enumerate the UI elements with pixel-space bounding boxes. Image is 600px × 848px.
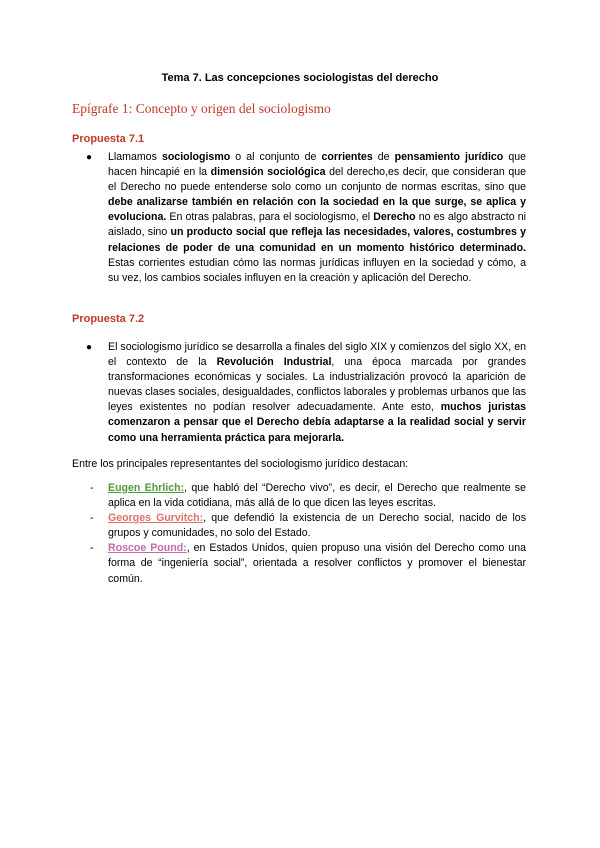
link-roscoe-pound[interactable]: Roscoe Pound: — [108, 542, 187, 555]
propuesta-7-2-bullet — [86, 340, 526, 446]
document-title: Tema 7. Las concepciones sociologistas del derecho — [161, 72, 439, 84]
propuesta-7-2-heading: Propuesta 7.2 — [72, 313, 145, 325]
list-item-text: , que habló del “Derecho vivo”, es decir, el Derecho que realmente se aplica en la vida cotidiana, más allá de lo que dicen las leyes escritas. — [108, 482, 526, 510]
list-item — [90, 481, 526, 511]
list-item-text: , en Estados Unidos, quien propuso una visión del Derecho como una forma de “ingeniería social”, orientada a resolver conflictos y promover el bienestar común. — [108, 542, 526, 585]
propuesta-7-2-text: El sociologismo jurídico se desarrolla a finales del siglo XIX y comienzos del siglo XX, en el contexto de la Revolución Industrial, una época marcada por grandes transformaciones económicas y sociales. La industrialización provocó la aparición de nuevas clases sociales, desigualdades, conflictos laborales y problemas urbanos que las leyes existentes no podían resolver adecuadamente. Ante esto, muchos juristas comenzaron a pensar que el Derecho debía adaptarse a la realidad social y servir como una herramienta práctica para mejorarla. — [108, 341, 526, 444]
propuesta-7-1-text: Llamamos sociologismo o al conjunto de corrientes de pensamiento jurídico que hacen hincapié en la dimensión sociológica del derecho,es decir, que consideran que el Derecho no puede entenderse solo como un conjunto de normas escritas, sino que debe analizarse también en relación con la sociedad en la que surge, se aplica y evoluciona. En otras palabras, para el sociologismo, el Derecho no es algo abstracto ni aislado, sino un producto social que refleja las necesidades, valores, costumbres y relaciones de poder de una comunidad en un momento histórico determinado. Estas corrientes estudian cómo las normas jurídicas influyen en la sociedad y cómo, a su vez, los cambios sociales influyen en la creación y aplicación del Derecho. — [108, 151, 527, 284]
representantes-intro: Entre los principales representantes del sociologismo jurídico destacan: — [72, 458, 409, 470]
representantes-list — [90, 481, 526, 587]
propuesta-7-1-heading: Propuesta 7.1 — [72, 133, 145, 145]
bullet-icon: ● — [86, 152, 93, 163]
propuesta-7-1-bullet — [86, 150, 527, 286]
section-heading: Epígrafe 1: Concepto y origen del sociologismo — [72, 101, 331, 116]
dash-icon: - — [90, 542, 94, 555]
list-item — [90, 541, 526, 586]
link-georges-gurvitch[interactable]: Georges Gurvitch: — [108, 512, 204, 525]
dash-icon: - — [90, 482, 94, 494]
link-eugen-ehrlich[interactable]: Eugen Ehrlich: — [108, 482, 185, 494]
list-item — [90, 511, 526, 541]
bullet-icon: ● — [86, 342, 93, 353]
list-item-text: , que defendió la existencia de un Derecho social, nacido de los grupos y comunidades, no solo del Estado. — [108, 512, 526, 540]
dash-icon: - — [90, 512, 94, 525]
